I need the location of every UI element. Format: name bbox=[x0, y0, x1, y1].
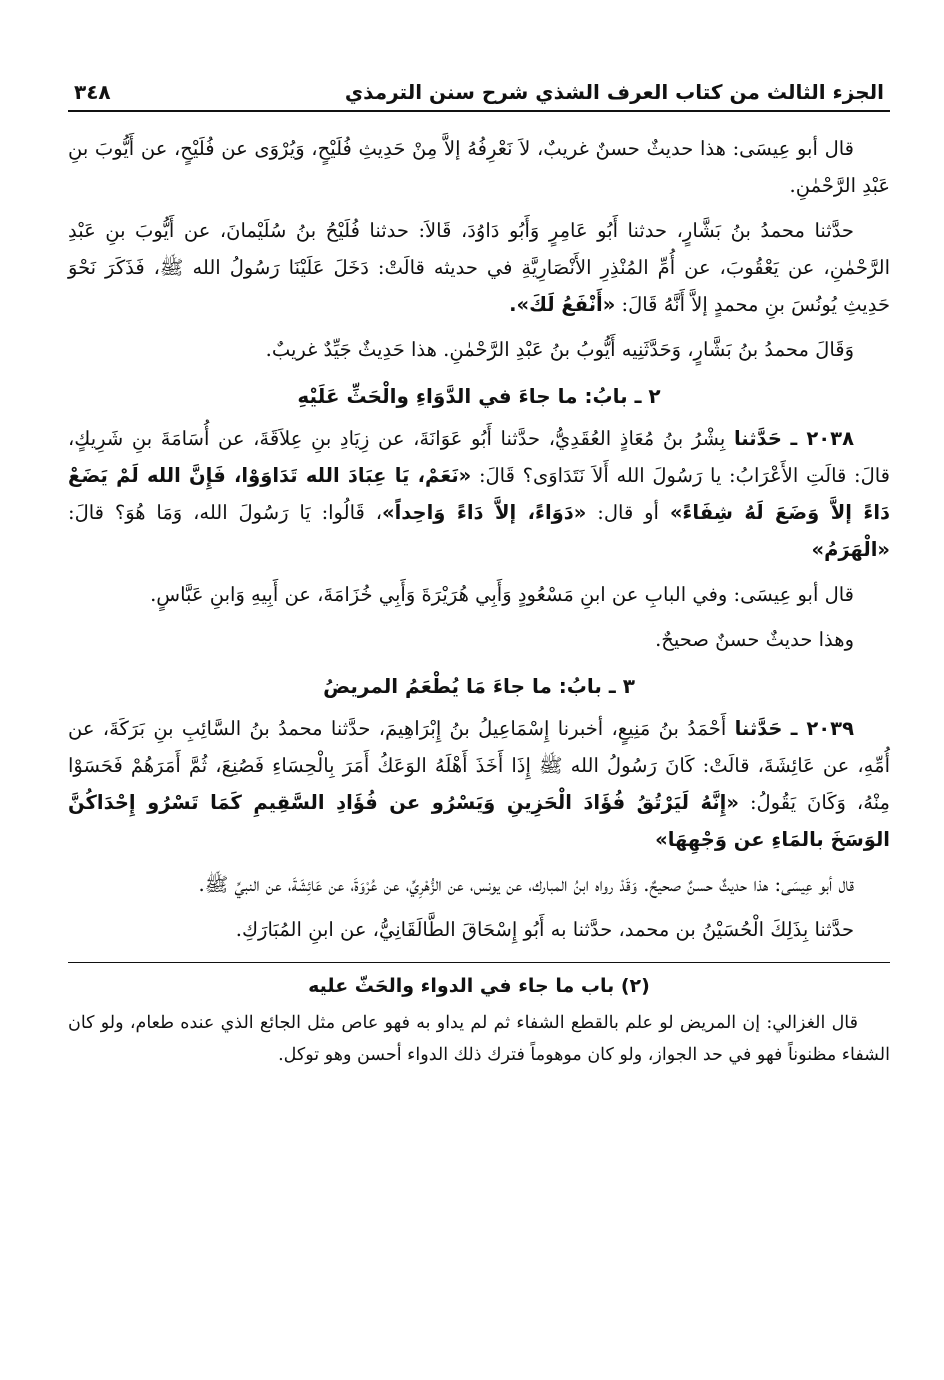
book-page bbox=[68, 60, 890, 1071]
hadith-2039-matn: «إِنَّهُ لَيَرْتُقُ فُؤَادَ الْحَزِينِ وَيَسْرُو عن فُؤَادِ السَّقِيمِ كَمَا تَسْرُو إِحْدَاكُنَّ الوَسَخَ بالمَاءِ عن وَجْهِهَا» bbox=[68, 791, 890, 851]
paragraph-3: وَقَالَ محمدُ بنُ بَشَّارٍ، وَحَدَّثَنِيه أَيُّوبُ بنُ عَبْدِ الرَّحْمٰنِ. هذا حَدِيثٌ جَيِّدٌ غريبٌ. bbox=[265, 338, 854, 361]
hadith-number-2038: ٢٠٣٨ ـ bbox=[790, 427, 854, 450]
paragraph-5: قال أبو عِيسَى: وفي البابِ عن ابنِ مَسْعُودٍ وَأَبِي هُرَيْرَةَ وَأَبِي خُزَامَةَ، عن أَبِيهِ وَابنِ عَبَّاسٍ. bbox=[150, 583, 854, 606]
haddathana-2039: حَدَّثنا bbox=[734, 717, 783, 740]
hadith-2039-isnad: أَحْمَدُ بنُ مَنِيعٍ، أخبرنا إِسْمَاعِيلُ بنُ إِبْرَاهِيمَ، حدَّثنا محمدُ بنُ السَّائِبِ بنِ بَرَكَةَ، عن أُمِّهِ، عن عَائِشَةَ، قالَتْ: كَانَ رَسُولُ الله ﷺ إِذَا أَخَذَ أَهْلَهُ الوَعَكُ أَمَرَ بِالْحِسَاءِ فَصُنِعَ، ثُمَّ أَمَرَهُمْ فَحَسَوْا مِنْهُ، وَكَانَ يَقُولُ: bbox=[68, 717, 891, 814]
footnote-heading: (٢) باب ما جاء في الدواء والحَثّ عليه bbox=[308, 975, 650, 997]
hadith-2038-matn-2: «دَوَاءً، إلاَّ دَاءً وَاحِداً» bbox=[382, 501, 587, 524]
paragraph-1: قال أبو عِيسَى: هذا حديثٌ حسنٌ غريبٌ، لاَ نَعْرِفُهُ إلاَّ مِنْ حَدِيثِ فُلَيْحٍ، وَيُرْوَى عن فُلَيْحٍ، عن أَيُّوبَ بنِ عَبْدِ الرَّحْمٰنِ. bbox=[68, 137, 890, 197]
paragraph-2-text: حدَّثنا محمدُ بنُ بَشَّارٍ، حدثنا أَبُو عَامِرٍ وَأَبُو دَاوُدَ، قَالاَ: حدثنا فُلَيْحُ بنُ سُلَيْمانَ، عن أَيُّوبَ بنِ عَبْدِ الرَّحْمٰنِ، عن يَعْقُوبَ، عن أُمِّ المُنْذِرِ الأَنْصَارِيَّةِ في حديثه قالَتْ: دَخَلَ عَلَيْنَا رَسُولُ الله ﷺ، فَذَكَرَ نَحْوَ حَدِيثِ يُونُسَ بنِ محمدٍ إلاَّ أَنَّهُ قَالَ: bbox=[68, 219, 890, 316]
running-title: الجزء الثالث من كتاب العرف الشذي شرح سنن الترمذي bbox=[344, 80, 884, 104]
paragraph-9: حدَّثنا بِذَلِكَ الْحُسَيْنُ بن محمد، حدَّثنا به أَبُو إِسْحَاقَ الطَّالَقَانِيُّ، عن ابنِ المُبَارَكِ. bbox=[235, 918, 854, 941]
hadith-2038-or-said: أو قال: bbox=[597, 501, 659, 524]
paragraph-2 bbox=[68, 212, 890, 323]
page-number: ٣٤٨ bbox=[74, 80, 111, 104]
hadith-2039 bbox=[68, 710, 890, 858]
footnote-text: قال الغزالي: إن المريض لو علم بالقطع الشفاء ثم لم يداو به فهو عاص مثل الجائع الذي عنده طعام، ولو كان الشفاء مظنوناً فهو في حد الجواز، ولو كان موهوماً فترك ذلك الدواء أحسن وهو توكل. bbox=[68, 1013, 890, 1065]
paragraph-2-quote: «أَنْفَعُ لَكَ». bbox=[509, 293, 616, 316]
hadith-number-2039: ٢٠٣٩ ـ bbox=[790, 717, 854, 740]
paragraph-6: وهذا حديثٌ حسنٌ صحيحٌ. bbox=[655, 628, 854, 651]
hadith-2038-question: ، قَالُوا: يَا رَسُولَ الله، وَمَا هُوَ؟ قالَ: bbox=[68, 501, 382, 524]
hadith-2038-matn-1: «نَعَمْ، يَا عِبَادَ الله تَدَاوَوْا، فَإِنَّ الله لَمْ يَضَعْ دَاءً إلاَّ وَضَعَ لَهُ شِفَاءً» bbox=[68, 464, 891, 524]
paragraph-8: قال أبو عِيسَى: هذا حديثٌ حسنٌ صحيحٌ. وَقَدْ رواه ابنُ المبارك، عن يونس، عن الزُّهْرِيِّ، عن عُرْوَةَ، عن عَائِشَةَ، عن النبيِّ ﷺ. bbox=[198, 873, 854, 896]
hadith-2038-isnad: بِشْرُ بنُ مُعَاذٍ العُقَدِيُّ، حدَّثنا أَبُو عَوَانَةَ، عن زِيَادِ بنِ عِلاَقَةَ، عن أُسَامَةَ بنِ شَرِيكٍ، قالَ: قالَتِ الأَعْرَابُ: يا رَسُولَ الله أَلاَ نَتَدَاوَى؟ قَالَ: bbox=[68, 427, 891, 487]
header-rule bbox=[68, 110, 890, 112]
hadith-2038-matn-3: «الْهَرَمُ» bbox=[811, 538, 890, 561]
chapter-heading-2: ٢ ـ بابُ: ما جاءَ في الدَّوَاءِ والْحَثِّ عَلَيْهِ bbox=[297, 384, 661, 408]
footnote-rule bbox=[68, 962, 890, 963]
chapter-heading-3: ٣ ـ بابُ: ما جاءَ مَا يُطْعَمُ المريضُ bbox=[323, 674, 635, 698]
running-header bbox=[68, 60, 890, 104]
hadith-2038 bbox=[68, 420, 890, 568]
haddathana-2038: حَدَّثنا bbox=[733, 427, 782, 450]
